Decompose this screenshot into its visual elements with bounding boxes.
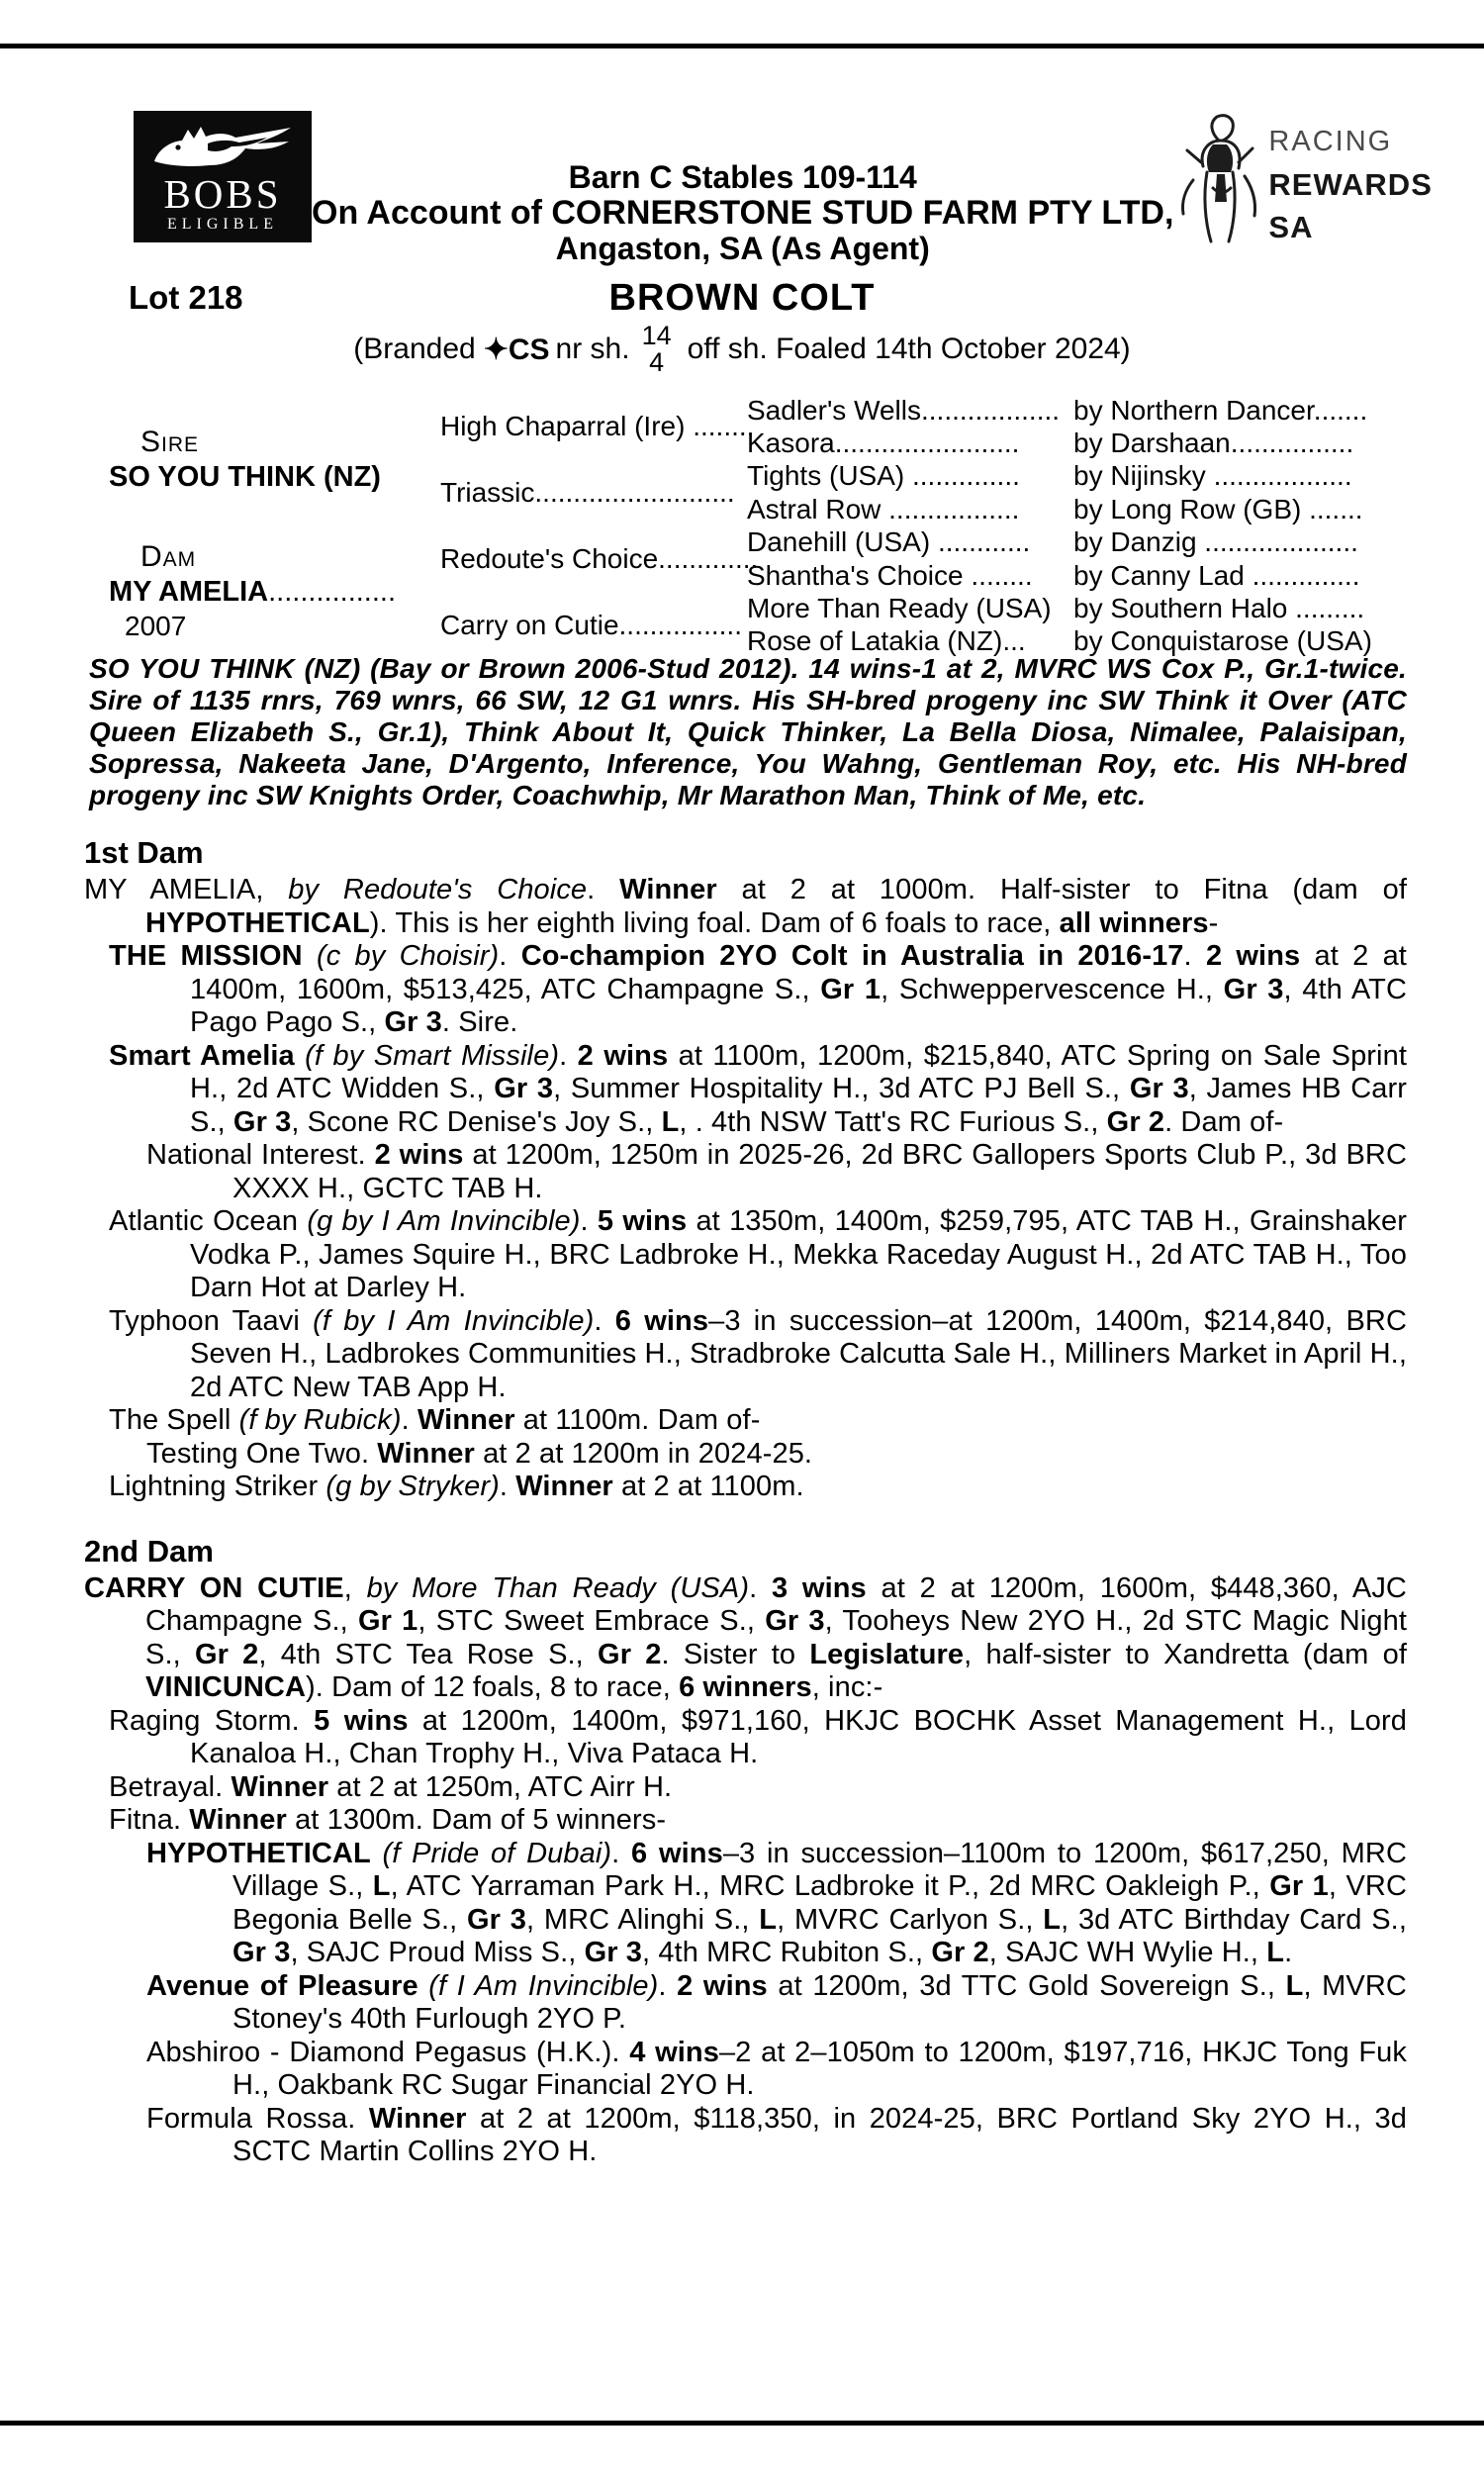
pedigree-entry: Formula Rossa. Winner at 2 at 1200m, $118,350, in 2024-25, BRC Portland Sky 2YO H., 3d SCTC Martin Collins 2YO H. bbox=[146, 2102, 1407, 2167]
dam-year: 2007 bbox=[125, 611, 187, 642]
account-line: On Account of CORNERSTONE STUD FARM PTY LTD, bbox=[312, 194, 1174, 232]
dam-cell bbox=[109, 526, 440, 659]
brand-near-shoulder-label: nr sh. bbox=[555, 333, 630, 365]
catalogue-body bbox=[84, 653, 1407, 2169]
dam-name: MY AMELIA................ bbox=[109, 576, 397, 609]
grandparent-sire: by Southern Halo ......... bbox=[1073, 593, 1365, 624]
lot-title-row bbox=[0, 277, 1484, 320]
grandparent-name: Danehill (USA) ............ bbox=[747, 526, 1031, 558]
brand-number bbox=[642, 323, 672, 376]
sire-label: Sire bbox=[140, 425, 200, 458]
racing-rewards-line1: RACING bbox=[1268, 126, 1393, 157]
racing-rewards-text bbox=[1264, 111, 1432, 248]
brand-mark: ✦CS bbox=[483, 333, 550, 366]
pedigree-entry: HYPOTHETICAL (f Pride of Dubai). 6 wins–3 in succession–1100m to 1200m, $617,250, MRC Village S., L, ATC Yarraman Park H., MRC Ladbroke it P., 2d MRC Oakleigh P., Gr 1, VRC Begonia Belle S., Gr 3, MRC Alinghi S., L, MVRC Carlyon S., L, 3d ATC Birthday Card S., Gr 3, SAJC Proud Miss S., Gr 3, 4th MRC Rubiton S., Gr 2, SAJC WH Wylie H., L. bbox=[146, 1837, 1407, 1968]
pedigree-entry: Smart Amelia (f by Smart Missile). 2 wins at 1100m, 1200m, $215,840, ATC Spring on Sale Sprint H., 2d ATC Widden S., Gr 3, Summer Hospitality H., 3d ATC PJ Bell S., Gr 3, James HB Carr S., Gr 3, Scone RC Denise's Joy S., L, . 4th NSW Tatt's RC Furious S., Gr 2. Dam of- bbox=[109, 1039, 1407, 1138]
pedigree-entry: Abshiroo - Diamond Pegasus (H.K.). 4 wins–2 at 2–1050m to 1200m, $197,716, HKJC Tong Fuk H., Oakbank RC Sugar Financial 2YO H. bbox=[146, 2036, 1407, 2101]
grandparent-name: Rose of Latakia (NZ)... bbox=[747, 625, 1026, 657]
consignor-block bbox=[312, 111, 1173, 266]
pedigree-entry: National Interest. 2 wins at 1200m, 1250m in 2025-26, 2d BRC Gallopers Sports Club P., 3d BRC XXXX H., GCTC TAB H. bbox=[146, 1139, 1407, 1204]
grandparent-name: Sadler's Wells.................. bbox=[747, 394, 1061, 426]
racing-rewards-line2: REWARDS bbox=[1268, 167, 1433, 202]
brand-number-bottom: 4 bbox=[649, 347, 665, 377]
pedigree-entry: Typhoon Taavi (f by I Am Invincible). 6 wins–3 in succession–at 1200m, 1400m, $214,840, BRC Seven H., Ladbrokes Communities H., Stradbroke Calcutta Sale H., Milliners Market in April H., 2d ATC New TAB App H. bbox=[109, 1304, 1407, 1403]
grandparent-sire: by Northern Dancer....... bbox=[1073, 394, 1368, 426]
pedigree-entry: Lightning Striker (g by Stryker). Winner at 2 at 1100m. bbox=[109, 1471, 804, 1502]
racing-rewards-logo bbox=[1173, 111, 1462, 252]
pedigree-entry: Betrayal. Winner at 2 at 1250m, ATC Airr H. bbox=[109, 1770, 673, 1803]
pedigree-entry: THE MISSION (c by Choisir). Co-champion 2YO Colt in Australia in 2016-17. 2 wins at 2 at 1400m, 1600m, $513,425, ATC Champagne S., Gr 1, Schweppervescence H., Gr 3, 4th ATC Pago Pago S., Gr 3. Sire. bbox=[109, 940, 1407, 1038]
grandparent-sire: by Canny Lad .............. bbox=[1073, 559, 1360, 591]
bobs-horse-icon bbox=[148, 120, 297, 173]
pedigree-entry: Testing One Two. Winner at 2 at 1200m in 2024-25. bbox=[146, 1437, 813, 1470]
brand-prefix: (Branded bbox=[353, 333, 476, 365]
barn-line: Barn C Stables 109-114 bbox=[568, 159, 917, 195]
brand-suffix: off sh. Foaled 14th October 2024) bbox=[687, 333, 1131, 365]
grandparent-sire: by Conquistarose (USA) bbox=[1073, 625, 1372, 657]
pedigree-entry: Atlantic Ocean (g by I Am Invincible). 5 wins at 1350m, 1400m, $259,795, ATC TAB H., Grainshaker Vodka P., James Squire H., BRC Ladbroke H., Mekka Raceday August H., 2d ATC TAB H., Too Darn Hot at Darley H. bbox=[109, 1205, 1408, 1303]
pedigree-table bbox=[109, 394, 1407, 658]
pedigree-entry: CARRY ON CUTIE, by More Than Ready (USA). 3 wins at 2 at 1200m, 1600m, $448,360, AJC Champagne S., Gr 1, STC Sweet Embrace S., Gr 3, Tooheys New 2YO H., 2d STC Magic Night S., Gr 2, 4th STC Tea Rose S., Gr 2. Sister to Legislature, half-sister to Xandretta (dam of VINICUNCA). Dam of 12 foals, 8 to race, 6 winners, inc:- bbox=[84, 1571, 1407, 1703]
pedigree-entry: MY AMELIA, by Redoute's Choice. Winner at 2 at 1000m. Half-sister to Fitna (dam of HYPOTHETICAL). This is her eighth living foal. Dam of 6 foals to race, all winners- bbox=[84, 874, 1407, 939]
dam-label: Dam bbox=[140, 540, 197, 574]
bottom-rule bbox=[0, 2421, 1484, 2426]
lot-number: Lot 218 bbox=[129, 279, 243, 316]
grandparent-sire: by Nijinsky .................. bbox=[1073, 460, 1352, 492]
brand-number-top: 14 bbox=[641, 321, 672, 350]
second-dam-heading: 2nd Dam bbox=[84, 1533, 214, 1569]
grandparent-name: Tights (USA) .............. bbox=[747, 460, 1020, 492]
pedigree-entry: Raging Storm. 5 wins at 1200m, 1400m, $971,160, HKJC BOCHK Asset Management H., Lord Kanaloa H., Chan Trophy H., Viva Pataca H. bbox=[109, 1704, 1408, 1769]
sire-cell bbox=[109, 394, 440, 526]
grandparent-name: Kasora........................ bbox=[747, 428, 1020, 459]
sire-summary: SO YOU THINK (NZ) (Bay or Brown 2006-Stud 2012). 14 wins-1 at 2, MVRC WS Cox P., Gr.1-twice. Sire of 1135 rnrs, 769 wnrs, 66 SW, 12 G1 wnrs. His SH-bred progeny inc SW Think it Over (ATC Queen Elizabeth S., Gr.1), Think About It, Quick Thinker, La Bella Diosa, Nimalee, Palaisipan, Sopressa, Nakeeta Jane, D'Argento, Inference, You Wahng, Gentleman Roy, etc. His NH-bred progeny inc SW Knights Order, Coachwhip, Mr Marathon Man, Think of Me, etc. bbox=[89, 653, 1407, 810]
bobs-logo-title: BOBS bbox=[163, 170, 282, 217]
bobs-logo-subtitle: ELIGIBLE bbox=[167, 215, 278, 233]
pedigree-parent: Redoute's Choice............. bbox=[440, 542, 759, 574]
racing-rewards-line3: SA bbox=[1268, 210, 1314, 244]
grandparent-name: Astral Row ................. bbox=[747, 493, 1020, 524]
brand-line bbox=[0, 323, 1484, 376]
grandparent-name: More Than Ready (USA) bbox=[747, 593, 1052, 624]
pedigree-entry: Avenue of Pleasure (f I Am Invincible). 2 wins at 1200m, 3d TTC Gold Sovereign S., L, MVRC Stoney's 40th Furlough 2YO P. bbox=[146, 1969, 1407, 2035]
top-rule bbox=[0, 44, 1484, 48]
grandparent-name: Shantha's Choice ........ bbox=[747, 559, 1033, 591]
lot-title: BROWN COLT bbox=[608, 277, 876, 319]
grandparent-sire: by Long Row (GB) ....... bbox=[1073, 493, 1363, 524]
second-dam-entries bbox=[84, 1572, 1407, 2169]
pedigree-parent: High Chaparral (Ire) ........ bbox=[440, 411, 755, 442]
pedigree-parent: Carry on Cutie................ bbox=[440, 609, 742, 640]
grandparent-sire: by Danzig .................... bbox=[1073, 526, 1358, 558]
location-line: Angaston, SA (As Agent) bbox=[555, 231, 930, 266]
pedigree-entry: The Spell (f by Rubick). Winner at 1100m. Dam of- bbox=[109, 1404, 761, 1436]
first-dam-heading: 1st Dam bbox=[84, 835, 204, 870]
pedigree-parent: Triassic.......................... bbox=[440, 477, 735, 509]
grandparent-sire: by Darshaan................ bbox=[1073, 428, 1354, 459]
racing-rewards-horse-icon bbox=[1173, 111, 1264, 252]
pedigree-entry: Fitna. Winner at 1300m. Dam of 5 winners- bbox=[109, 1804, 667, 1836]
first-dam-entries bbox=[84, 874, 1407, 1504]
page-header bbox=[134, 111, 1441, 266]
sire-name: SO YOU THINK (NZ) bbox=[109, 460, 381, 493]
bobs-eligible-logo bbox=[134, 111, 312, 242]
